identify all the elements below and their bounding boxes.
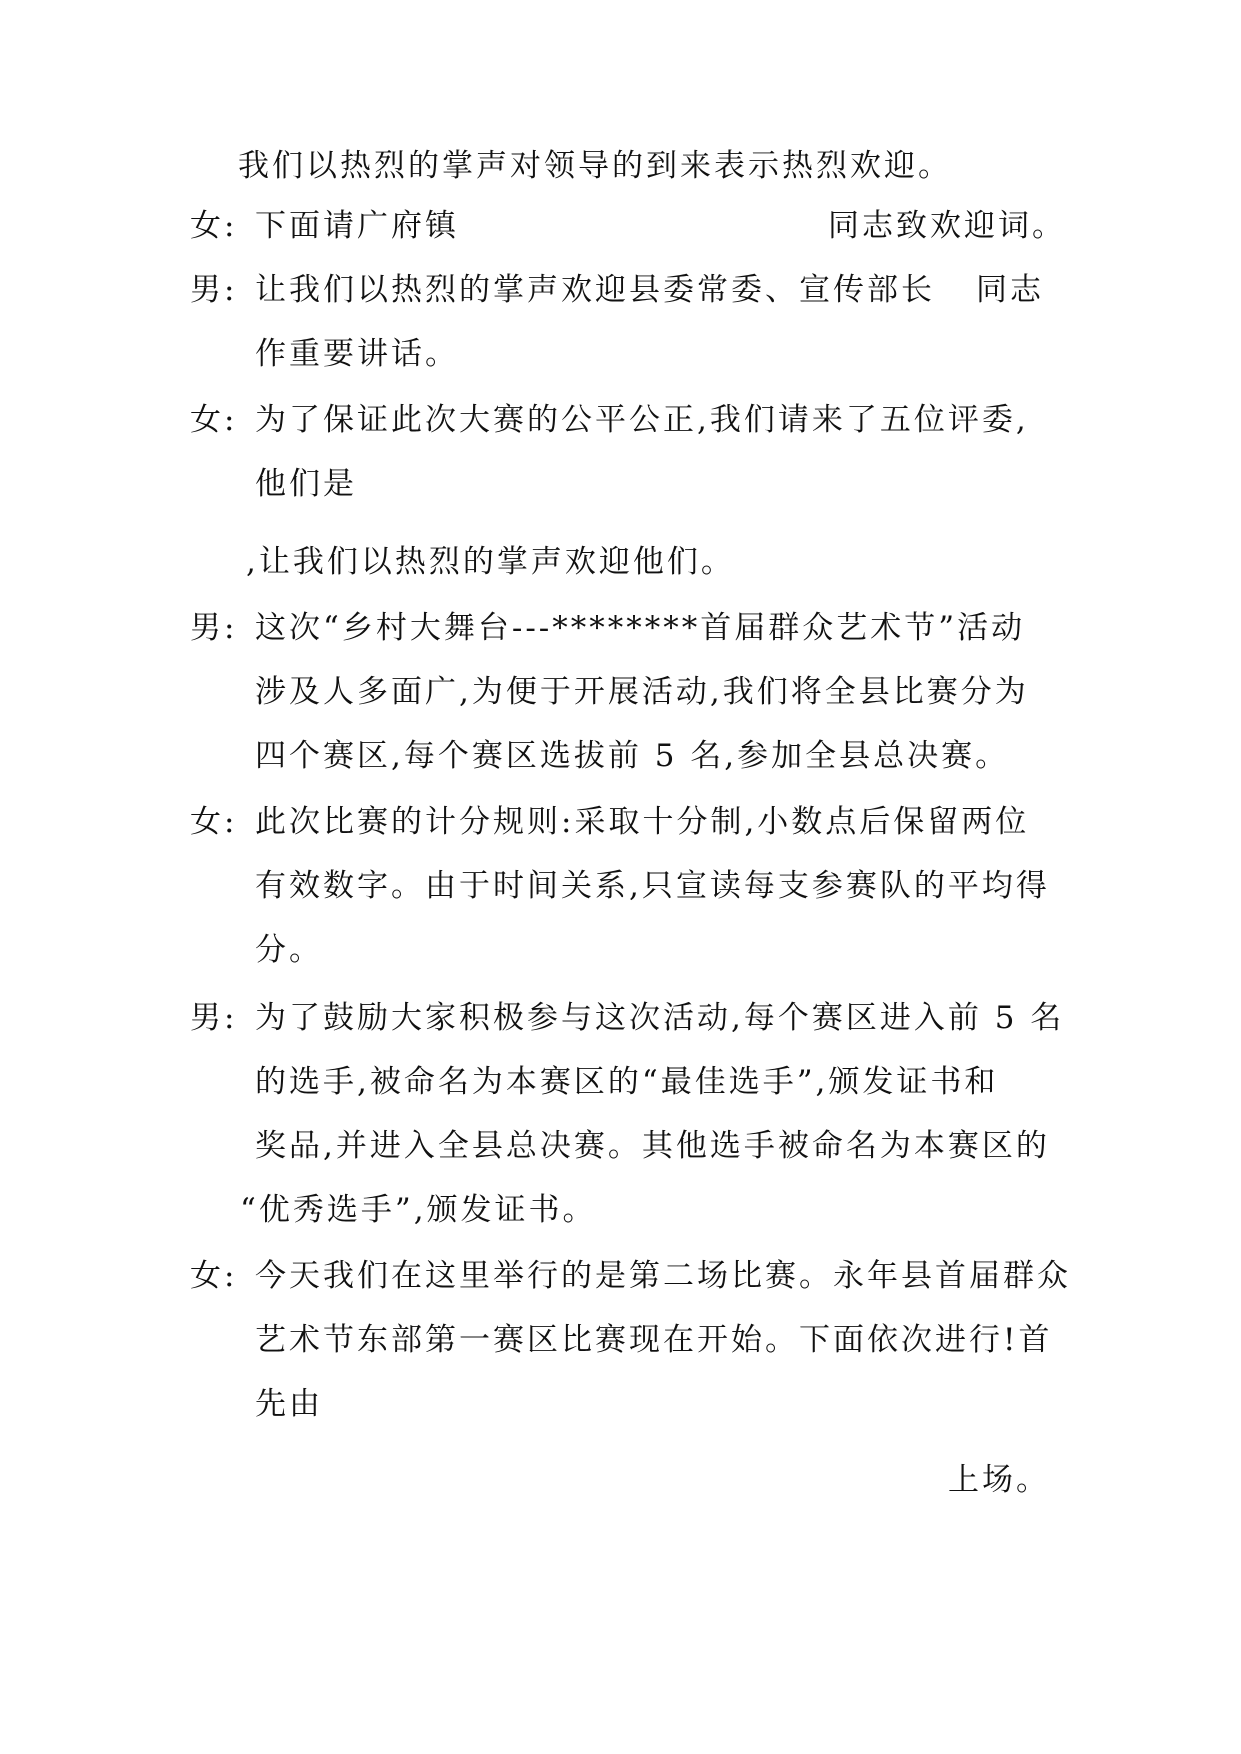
paragraph-line: “优秀选手”,颁发证书。 (240, 1192, 597, 1228)
paragraph-line: 此次比赛的计分规则:采取十分制,小数点后保留两位 (255, 804, 1030, 840)
paragraph-line: 奖品,并进入全县总决赛。其他选手被命名为本赛区的 (255, 1128, 1050, 1164)
speaker-label: 男: (190, 1000, 238, 1036)
paragraph-line: 为了鼓励大家积极参与这次活动,每个赛区进入前 5 名 (255, 1000, 1065, 1036)
paragraph-line: 同志 (976, 272, 1044, 308)
paragraph-line: 这次“乡村大舞台---********首届群众艺术节”活动 (255, 610, 1026, 646)
paragraph-line: 的选手,被命名为本赛区的“最佳选手”,颁发证书和 (255, 1064, 999, 1100)
paragraph-line: 今天我们在这里举行的是第二场比赛。永年县首届群众 (255, 1258, 1071, 1294)
paragraph-line: 下面请广府镇 (255, 208, 459, 244)
speaker-label: 男: (190, 610, 238, 646)
paragraph-line: 上场。 (948, 1462, 1050, 1498)
speaker-label: 女: (190, 804, 238, 840)
paragraph-line: 同志致欢迎词。 (828, 208, 1066, 244)
paragraph-line: ,让我们以热烈的掌声欢迎他们。 (246, 544, 735, 580)
paragraph-line: 涉及人多面广,为便于开展活动,我们将全县比赛分为 (255, 674, 1029, 710)
speaker-label: 男: (190, 272, 238, 308)
intro-line: 我们以热烈的掌声对领导的到来表示热烈欢迎。 (238, 148, 952, 184)
paragraph-line: 他们是 (255, 466, 357, 502)
paragraph-line: 有效数字。由于时间关系,只宣读每支参赛队的平均得 (255, 868, 1050, 904)
speaker-label: 女: (190, 1258, 238, 1294)
paragraph-line: 作重要讲话。 (255, 336, 459, 372)
speaker-label: 女: (190, 208, 238, 244)
paragraph-line: 为了保证此次大赛的公平公正,我们请来了五位评委, (255, 402, 1029, 438)
paragraph-line: 先由 (255, 1386, 323, 1422)
paragraph-line: 四个赛区,每个赛区选拔前 5 名,参加全县总决赛。 (255, 738, 1010, 774)
paragraph-line: 艺术节东部第一赛区比赛现在开始。下面依次进行!首 (255, 1322, 1053, 1358)
speaker-label: 女: (190, 402, 238, 438)
paragraph-line: 让我们以热烈的掌声欢迎县委常委、宣传部长 (255, 272, 935, 308)
paragraph-line: 分。 (255, 932, 323, 968)
